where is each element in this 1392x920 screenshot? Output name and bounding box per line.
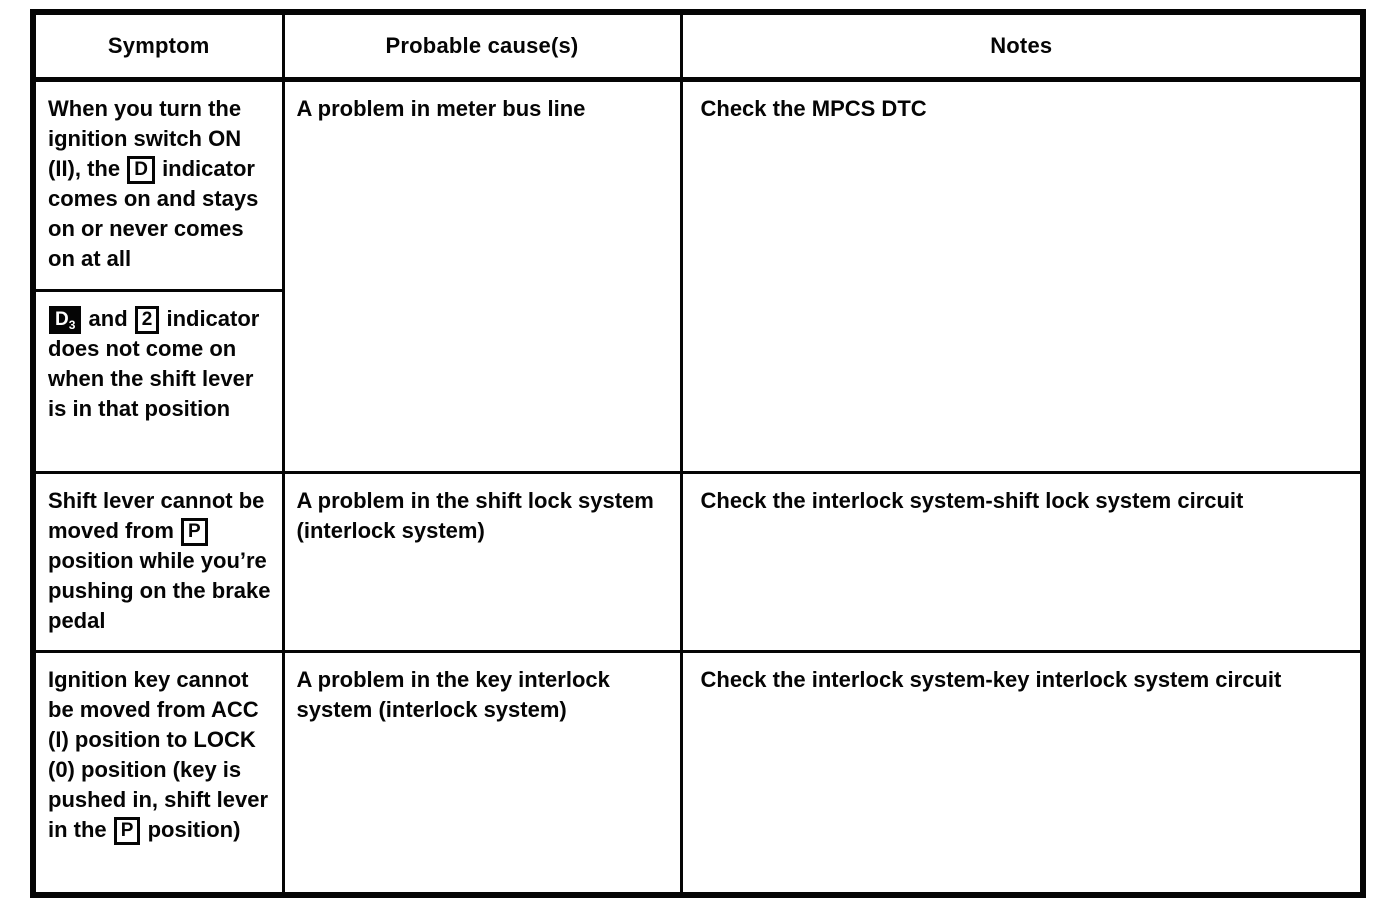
notes-cell: Check the interlock system-key interlock system circuit (681, 652, 1363, 896)
table-row (33, 80, 1363, 291)
symptom-text: indicator does not come on when the shift lever is in that position (48, 306, 266, 421)
symptom-text: Ignition key cannot be moved from ACC (I) position to LOCK (0) position (key is pushed in, shift lever in the (48, 667, 275, 842)
symptom-text: When you turn the ignition switch ON (II), the (48, 96, 248, 181)
table-row (33, 473, 1363, 652)
notes-cell: Check the MPCS DTC (681, 80, 1363, 473)
gear-indicator-d3-icon: $D_3$ (49, 306, 81, 334)
column-header-symptom: Symptom (33, 12, 283, 80)
header-row (33, 12, 1363, 80)
column-header-notes: Notes (681, 12, 1363, 80)
symptom-cell (33, 291, 283, 473)
gear-indicator-p-icon: P (114, 817, 141, 845)
troubleshooting-table (30, 9, 1366, 898)
symptom-text: and (82, 306, 134, 331)
table-row (33, 652, 1363, 896)
symptom-text: indicator comes on and stays on or never comes on at all (48, 156, 265, 271)
probable-cause-cell: A problem in meter bus line (283, 80, 681, 473)
symptom-text: position while you’re pushing on the brake pedal (48, 518, 277, 633)
notes-cell: Check the interlock system-shift lock system circuit (681, 473, 1363, 652)
symptom-cell (33, 652, 283, 896)
probable-cause-cell: A problem in the key interlock system (interlock system) (283, 652, 681, 896)
gear-indicator-2-icon: 2 (135, 306, 160, 334)
symptom-text: position) (141, 817, 241, 842)
symptom-cell (33, 473, 283, 652)
column-header-probable-cause: Probable cause(s) (283, 12, 681, 80)
symptom-cell (33, 80, 283, 291)
symptom-text: Shift lever cannot be moved from (48, 488, 271, 543)
probable-cause-cell: A problem in the shift lock system (interlock system) (283, 473, 681, 652)
gear-indicator-d-icon: D (127, 156, 155, 184)
gear-indicator-p-icon: P (181, 518, 208, 546)
